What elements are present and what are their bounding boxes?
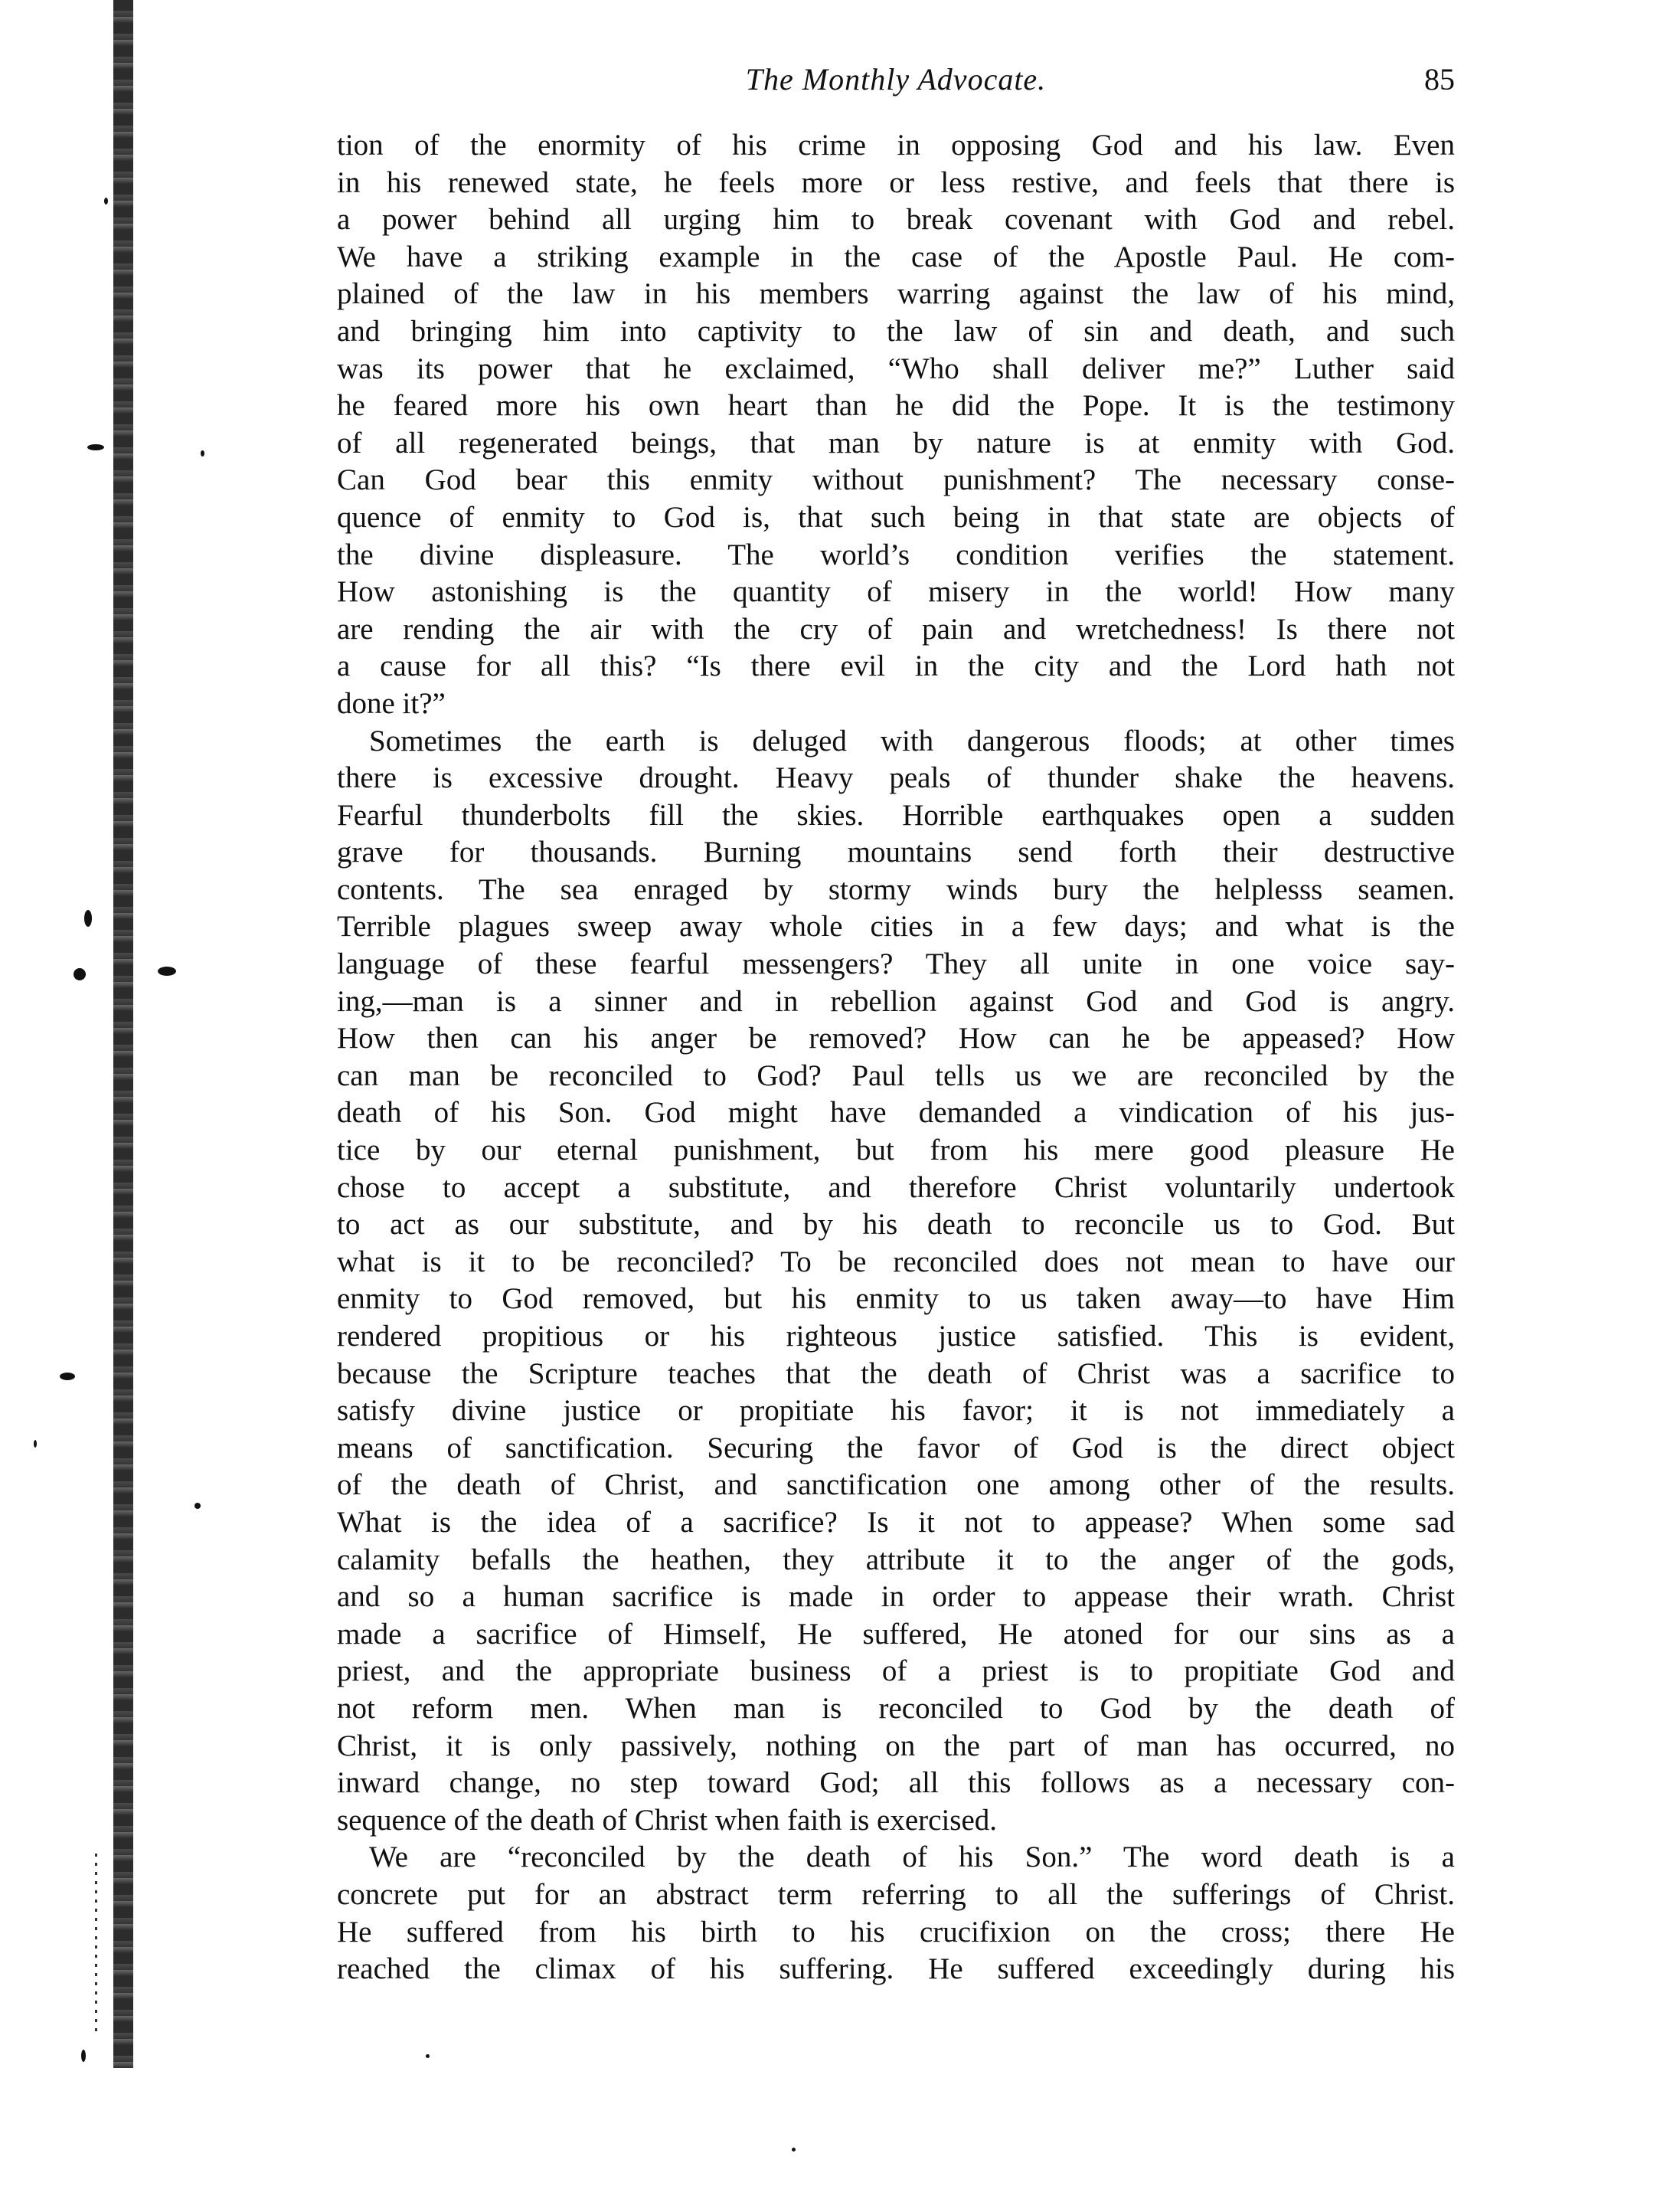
body-text (337, 127, 1455, 1988)
text-line: He suffered from his birth to his crucifixion on the cross; there He (337, 1915, 1455, 1949)
text-line: means of sanctification. Securing the favor of God is the direct object (337, 1431, 1455, 1464)
ink-speck (87, 444, 104, 450)
text-line: Christ, it is only passively, nothing on the part of man has occurred, no (337, 1729, 1455, 1762)
text-line: We have a striking example in the case of the Apostle Paul. He com- (337, 240, 1455, 273)
text-line: a power behind all urging him to break covenant with God and rebel. (337, 203, 1455, 237)
text-line: can man be reconciled to God? Paul tells us we are reconciled by the (337, 1059, 1455, 1092)
ink-speck (74, 968, 86, 980)
text-line: sequence of the death of Christ when faith is exercised. (337, 1803, 998, 1837)
text-line: made a sacrifice of Himself, He suffered, He atoned for our sins as a (337, 1617, 1455, 1651)
text-line: are rending the air with the cry of pain and wretchedness! Is there not (337, 612, 1455, 646)
text-line: ing,—man is a sinner and in rebellion against God and God is angry. (337, 984, 1455, 1018)
text-line: tice by our eternal punishment, but from his mere good pleasure He (337, 1134, 1455, 1167)
page-binding-edge (113, 0, 133, 2068)
text-line: grave for thousands. Burning mountains send forth their destructive (337, 836, 1455, 869)
ink-speck (426, 2054, 430, 2058)
page-header (337, 61, 1455, 107)
ink-speck (81, 2050, 86, 2062)
text-line: rendered propitious or his righteous justice satisfied. This is evident, (337, 1320, 1455, 1353)
text-line: Sometimes the earth is deluged with dangerous floods; at other times (369, 724, 1455, 758)
ink-speck (104, 198, 108, 205)
text-line: to act as our substitute, and by his death to reconcile us to God. But (337, 1208, 1455, 1242)
text-line: in his renewed state, he feels more or less restive, and feels that there is (337, 165, 1455, 199)
text-line: Can God bear this enmity without punishment? The necessary conse- (337, 463, 1455, 497)
ink-speck (60, 1373, 75, 1380)
ink-speck (158, 967, 176, 976)
running-title: The Monthly Advocate. (745, 62, 1047, 97)
text-line: and bringing him into captivity to the law of sin and death, and such (337, 314, 1455, 348)
text-line: was its power that he exclaimed, “Who shall deliver me?” Luther said (337, 352, 1455, 385)
page-number: 85 (1424, 62, 1455, 97)
text-line: inward change, no step toward God; all this follows as a necessary con- (337, 1766, 1455, 1800)
text-line: How then can his anger be removed? How can he be appeased? How (337, 1022, 1455, 1055)
text-line: there is excessive drought. Heavy peals of thunder shake the heavens. (337, 761, 1455, 795)
text-line: How astonishing is the quantity of misery in the world! How many (337, 575, 1455, 609)
text-line: satisfy divine justice or propitiate his favor; it is not immediately a (337, 1394, 1455, 1428)
text-line: calamity befalls the heathen, they attribute it to the anger of the gods, (337, 1543, 1455, 1576)
text-line: because the Scripture teaches that the death of Christ was a sacrifice to (337, 1356, 1455, 1390)
text-line: concrete put for an abstract term referring to all the sufferings of Christ. (337, 1877, 1455, 1911)
ink-speck (84, 910, 92, 927)
page-binding-shadow (95, 1854, 97, 2037)
text-line: Terrible plagues sweep away whole cities in a few days; and what is the (337, 910, 1455, 944)
text-line: tion of the enormity of his crime in opposing God and his law. Even (337, 129, 1455, 162)
ink-speck (201, 450, 204, 456)
text-line: what is it to be reconciled? To be reconciled does not mean to have our (337, 1245, 1455, 1278)
text-line: enmity to God removed, but his enmity to us taken away—to have Him (337, 1282, 1455, 1316)
text-line: of the death of Christ, and sanctification one among other of the results. (337, 1468, 1455, 1502)
text-line: the divine displeasure. The world’s condition verifies the statement. (337, 538, 1455, 571)
text-line: contents. The sea enraged by stormy winds bury the helplesss seamen. (337, 872, 1455, 906)
text-line: chose to accept a substitute, and therefore Christ voluntarily undertook (337, 1170, 1455, 1204)
ink-speck (194, 1503, 201, 1509)
text-line: We are “reconciled by the death of his Son.” The word death is a (369, 1841, 1455, 1874)
text-line: a cause for all this? “Is there evil in the city and the Lord hath not (337, 650, 1455, 683)
text-line: of all regenerated beings, that man by nature is at enmity with God. (337, 426, 1455, 460)
text-line: language of these fearful messengers? They all unite in one voice say- (337, 947, 1455, 981)
ink-speck (34, 1440, 37, 1448)
text-line: done it?” (337, 686, 446, 720)
text-line: reached the climax of his suffering. He suffered exceedingly during his (337, 1952, 1455, 1986)
text-line: he feared more his own heart than he did the Pope. It is the testimony (337, 389, 1455, 423)
text-line: priest, and the appropriate business of a priest is to propitiate God and (337, 1654, 1455, 1688)
text-line: plained of the law in his members warring against the law of his mind, (337, 277, 1455, 311)
text-line: quence of enmity to God is, that such being in that state are objects of (337, 500, 1455, 534)
text-line: death of his Son. God might have demanded a vindication of his jus- (337, 1096, 1455, 1130)
text-line: and so a human sacrifice is made in order to appease their wrath. Christ (337, 1580, 1455, 1614)
text-line: What is the idea of a sacrifice? Is it not to appease? When some sad (337, 1505, 1455, 1539)
text-line: not reform men. When man is reconciled to God by the death of (337, 1691, 1455, 1725)
ink-speck (792, 2148, 796, 2151)
text-line: Fearful thunderbolts fill the skies. Horrible earthquakes open a sudden (337, 798, 1455, 832)
